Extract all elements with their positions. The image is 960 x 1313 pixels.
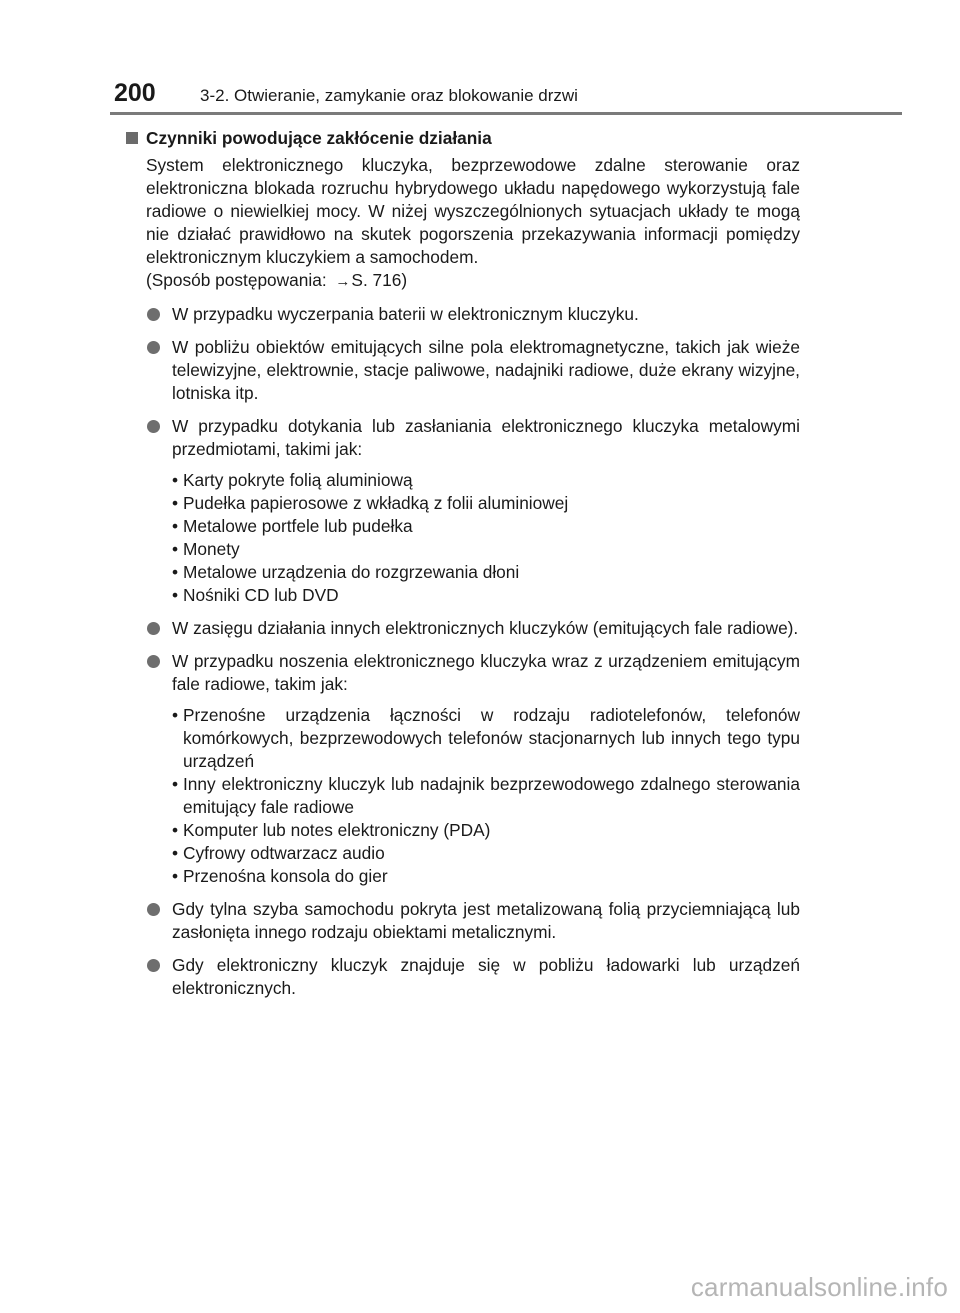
bullet-list: [126, 303, 800, 1000]
watermark: carmanualsonline.info: [690, 1272, 948, 1302]
circle-bullet-icon: [147, 341, 160, 354]
circle-bullet-icon: [147, 903, 160, 916]
bullet-item: [126, 336, 800, 405]
intro-paragraph: System elektronicznego kluczyka, bezprzewodowe zdalne sterowanie oraz elektroniczna blokada rozruchu hybrydowego układu napędowego wykorzystują fale radiowe o niewielkiej mocy. W niżej wyszczególnionych sytuacjach układy te mogą nie działać prawidłowo na skutek pogorszenia przekazywania informacji pomiędzy elektronicznym kluczykiem a samochodem.: [146, 155, 800, 267]
sub-list: [172, 704, 800, 888]
procedure-prefix: (Sposób postępowania:: [146, 270, 332, 290]
sub-list: [172, 469, 800, 607]
bullet-text: W przypadku noszenia elektronicznego kluczyka wraz z urządzeniem emitującym fale radiowe, takim jak:: [172, 651, 800, 694]
sub-list-item: • Metalowe portfele lub pudełka: [172, 515, 800, 538]
bullet-text: Gdy tylna szyba samochodu pokryta jest metalizowaną folią przyciemniającą lub zasłonięta innego rodzaju obiektami metalicznymi.: [172, 899, 800, 942]
page-content: [126, 127, 800, 1000]
sub-list-item: • Karty pokryte folią aluminiową: [172, 469, 800, 492]
bullet-item: [126, 617, 800, 640]
running-title: 3-2. Otwieranie, zamykanie oraz blokowanie drzwi: [200, 86, 578, 105]
header-divider: [110, 112, 902, 115]
bullet-text: W przypadku wyczerpania baterii w elektronicznym kluczyku.: [172, 304, 639, 324]
bullet-item: [126, 898, 800, 944]
bullet-item: [126, 415, 800, 461]
page-number: 200: [114, 79, 156, 107]
procedure-reference: [146, 269, 800, 293]
circle-bullet-icon: [147, 420, 160, 433]
sub-list-item: • Cyfrowy odtwarzacz audio: [172, 842, 800, 865]
circle-bullet-icon: [147, 308, 160, 321]
circle-bullet-icon: [147, 622, 160, 635]
sub-list-item: • Inny elektroniczny kluczyk lub nadajnik bezprzewodowego zdalnego sterowania emitujący fale radiowe: [172, 773, 800, 819]
bullet-item: [126, 650, 800, 696]
bullet-text: W przypadku dotykania lub zasłaniania elektronicznego kluczyka metalowymi przedmiotami, takimi jak:: [172, 416, 800, 459]
page-link[interactable]: S. 716): [351, 270, 408, 290]
bullet-item: [126, 303, 800, 326]
section-heading: [126, 127, 800, 150]
sub-list-item: • Komputer lub notes elektroniczny (PDA): [172, 819, 800, 842]
section-heading-text: Czynniki powodujące zakłócenie działania: [146, 128, 492, 148]
sub-list-item: • Pudełka papierosowe z wkładką z folii aluminiowej: [172, 492, 800, 515]
sub-list-item: • Nośniki CD lub DVD: [172, 584, 800, 607]
square-bullet-icon: [126, 132, 138, 144]
sub-list-item: • Metalowe urządzenia do rozgrzewania dłoni: [172, 561, 800, 584]
bullet-text: W pobliżu obiektów emitujących silne pola elektromagnetyczne, takich jak wieże telewizyjne, elektrownie, stacje paliwowe, nadajniki radiowe, duże ekrany wizyjne, lotniska itp.: [172, 337, 800, 403]
circle-bullet-icon: [147, 655, 160, 668]
arrow-right-icon: →: [335, 273, 351, 290]
bullet-item: [126, 954, 800, 1000]
sub-list-item: • Przenośna konsola do gier: [172, 865, 800, 888]
sub-list-item: • Przenośne urządzenia łączności w rodzaju radiotelefonów, telefonów komórkowych, bezprzewodowych telefonów stacjonarnych lub innych tego typu urządzeń: [172, 704, 800, 773]
bullet-text: W zasięgu działania innych elektronicznych kluczyków (emitujących fale radiowe).: [172, 618, 799, 638]
sub-list-item: • Monety: [172, 538, 800, 561]
circle-bullet-icon: [147, 959, 160, 972]
bullet-text: Gdy elektroniczny kluczyk znajduje się w pobliżu ładowarki lub urządzeń elektronicznych.: [172, 955, 800, 998]
page-header: [0, 0, 960, 116]
